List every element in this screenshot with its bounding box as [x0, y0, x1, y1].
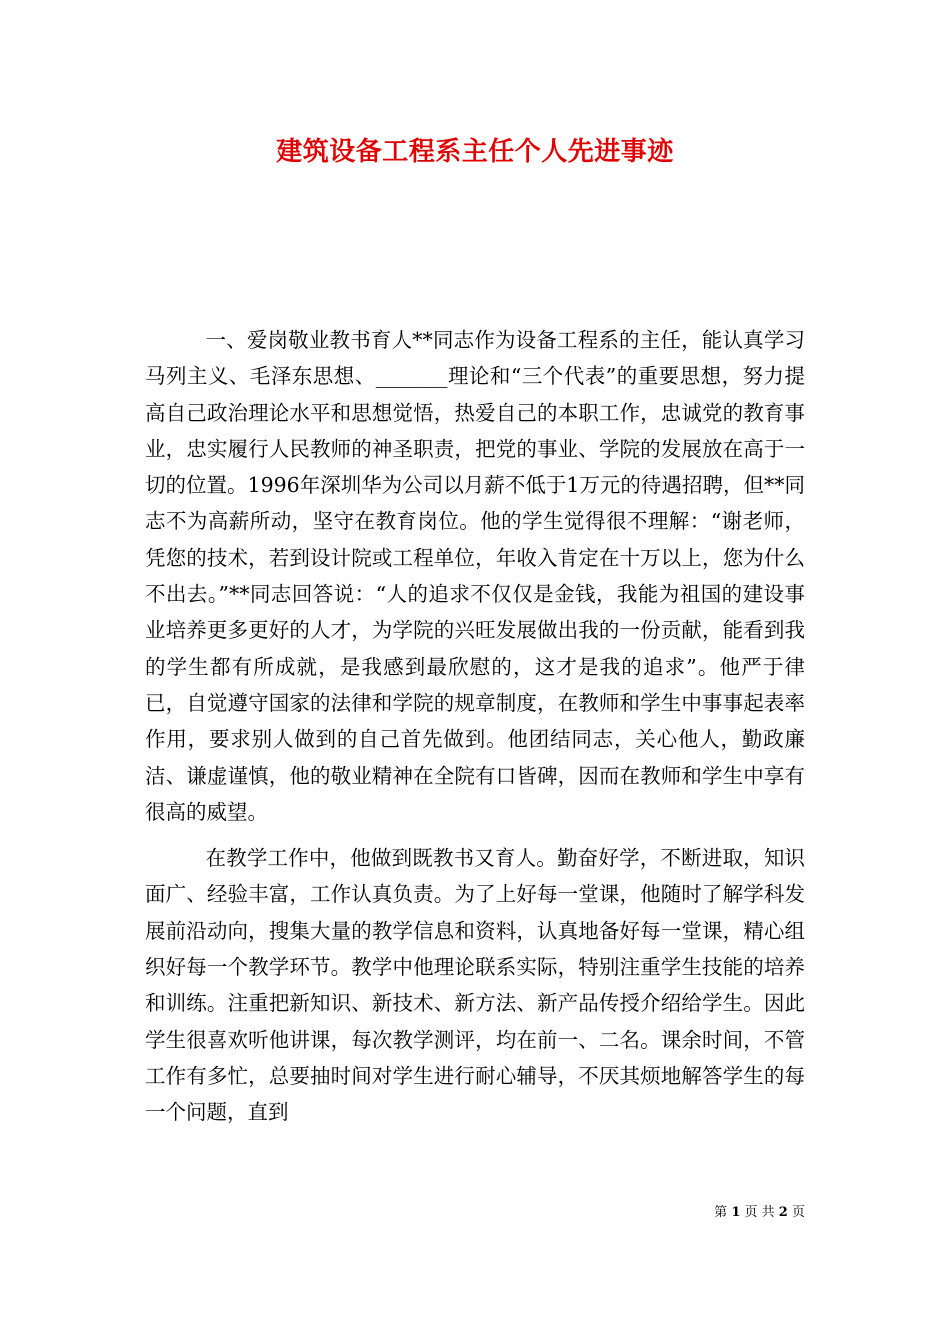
footer-prefix: 第	[714, 1205, 728, 1220]
paragraph-1: 一、爱岗敬业教书育人**同志作为设备工程系的主任，能认真学习马列主义、毛泽东思想、_______理论和“三个代表”的重要思想，努力提高自己政治理论水平和思想觉悟，热爱自己的本职工作，忠诚党的教育事业，忠实履行人民教师的神圣职责，把党的事业、学院的发展放在高于一切的位置。1996年深圳华为公司以月薪不低于1万元的待遇招聘，但**同志不为高薪所动，坚守在教育岗位。他的学生觉得很不理解：“谢老师，凭您的技术，若到设计院或工程单位，年收入肯定在十万以上，您为什么不出去。”**同志回答说：“人的追求不仅仅是金钱，我能为祖国的建设事业培养更多更好的人才，为学院的兴旺发展做出我的一份贡献，能看到我的学生都有所成就，是我感到最欣慰的，这才是我的追求”。他严于律已，自觉遵守国家的法律和学院的规章制度，在教师和学生中事事起表率作用，要求别人做到的自己首先做到。他团结同志，关心他人，勤政廉洁、谦虚谨慎，他的敬业精神在全院有口皆碑，因而在教师和学生中享有很高的威望。	[145, 328, 805, 824]
footer-middle: 页 共	[744, 1205, 775, 1220]
footer-suffix: 页	[791, 1205, 805, 1220]
footer-page-number: 1	[731, 1205, 741, 1220]
paragraph-2: 在教学工作中，他做到既教书又育人。勤奋好学，不断进取，知识面广、经验丰富，工作认真负责。为了上好每一堂课，他随时了解学科发展前沿动向，搜集大量的教学信息和资料，认真地备好每一堂课，精心组织好每一个教学环节。教学中他理论联系实际，特别注重学生技能的培养和训练。注重把新知识、新技术、新方法、新产品传授介绍给学生。因此学生很喜欢听他讲课，每次教学测评，均在前一、二名。课余时间，不管工作有多忙，总要抽时间对学生进行耐心辅导，不厌其烦地解答学生的每一个问题，直到	[145, 846, 805, 1125]
document-title: 建筑设备工程系主任个人先进事迹	[276, 137, 674, 167]
footer-total-pages: 2	[778, 1205, 788, 1220]
page-footer	[714, 1204, 805, 1222]
document-body	[145, 322, 805, 1131]
